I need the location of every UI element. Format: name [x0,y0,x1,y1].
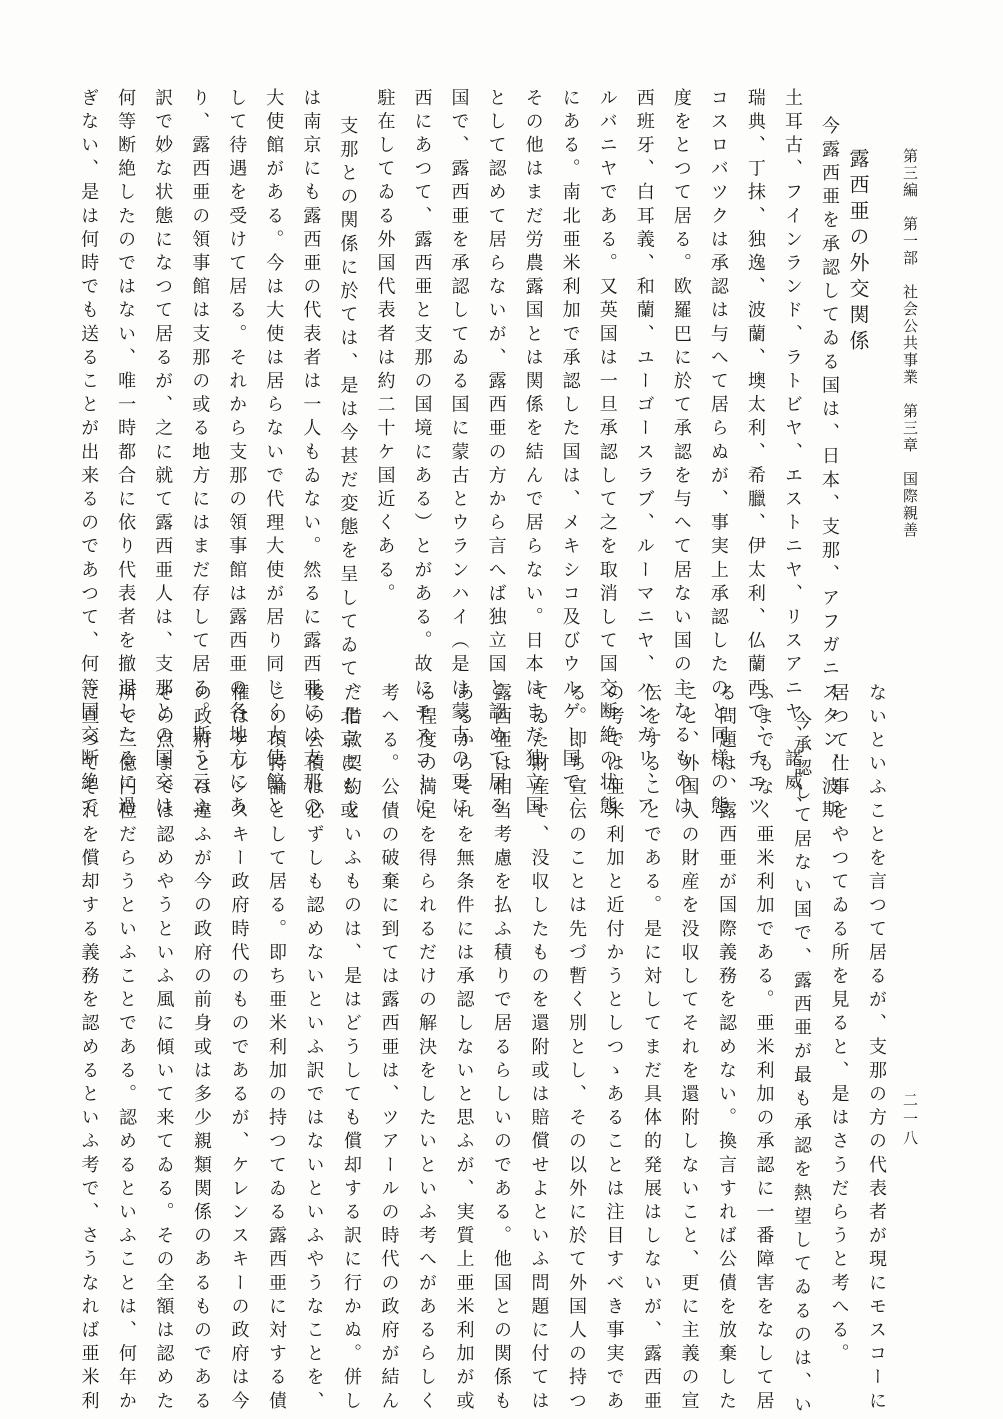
text-column: して待遇を受けて居る。それから支那の領事館は露西亜の各地方にあ [226,88,248,820]
text-column: 後の公債は必ずしも認めないといふ訳ではないといふやうなことを、 [303,683,325,1415]
text-column: り、露西亜の領事館は支那の或る地方にはまだ存して居る。斯う云ふ [189,88,211,820]
text-column: ないといふことを言つて居るが、支那の方の代表者が現にモスコーに [866,683,887,1415]
text-column: 土耳古、フインランド、ラトビヤ、エストニヤ、リスアニヤ、諾威、 [781,88,803,820]
text-column: 大使館がある。今は大使は居らないで代理大使が居り同じく大使館と [263,88,285,820]
text-column: にある。南北亜米利加で承認した国は、メキシコ及びウルゲー国で、 [559,88,581,820]
text-column: 駐在してゐる外国代表者は約二十ケ国近くある。 [374,88,396,608]
text-column: あるからそれを無条件には承認しないと思ふが、実質上亜米利加が或 [453,683,475,1415]
text-column: 露西亜は相当考慮を払ふ積りで居るらしいのである。他国との関係も [491,683,512,1415]
section-heading: 露西亜の外交関係 [846,148,870,356]
text-column: こと、外国人の財産を没収してそれを還附しないこと、更に主義の宣 [678,683,700,1415]
text-column: ぎない、是は何時でも送ることが出来るのであつて、何等国交断絶で [78,88,100,820]
text-column: ルバニヤである。又英国は一旦承認して之を取消して国交断絶の状態 [596,88,618,820]
text-column: 度をとつて居る。欧羅巴に於て承認を与へて居ない国の主なるものは [670,88,692,820]
text-column: 西にあつて、露西亜と支那の国境にある）とがある。故にモスコーに [411,88,433,820]
text-column: 国で、露西亜を承認してゐる国に蒙古とウランハイ（是は蒙古の更に [448,88,470,820]
text-column: 所で三億円位だらうといふことである。認めるといふことは、何年か [116,683,137,1415]
text-column: だ借款契約といふものは、是はどうしても償却する訳に行かぬ。併し [341,683,362,1415]
text-column: 支那との関係に於ては、是は今甚だ変態を呈してゐて、北京にも或 [337,116,359,824]
text-column: その他はまだ労農露国とは関係を結んで居らない。日本はまだ独立国 [522,88,544,820]
text-column: る。即ち宣伝のことは先づ暫く別とし、その以外に於て外国人の持つ [566,683,587,1415]
text-column: 瑞典、丁抹、独逸、波蘭、墺太利、希臘、伊太利、仏蘭西で、チエツ [744,88,766,820]
running-head: 第三編 第一部 社会公共事業 第三章 国際親善 [901,148,919,539]
text-column: 伝をすることである。是に対してまだ具体的発展はしないが、露西亜 [641,683,662,1415]
text-column: 今露西亜を承認してゐる国は、日本、支那、アフガニスタン、波斯 [819,116,840,824]
text-column: 西班牙、白耳義、和蘭、ユーゴースラブ、ルーマニヤ、ハンガリ、ア [633,88,655,820]
text-column: その点までは認めやうといふ風に傾いて来てゐる。その全額は認めた [153,683,175,1415]
text-column: として認めて居らないが、露西亜の方から言へば独立国と認めて居る [485,88,507,820]
text-column: に亘つてそれを償却する義務を認めるといふ考で、さうなれば亜米利 [78,683,100,1415]
text-column: コスロバツクは承認は与へて居らぬが、事実上承認したのと同様の態 [707,88,729,820]
text-column: の政府とは違ふが今の政府の前身或は多少親類関係のあるものである [191,683,212,1415]
text-column: る問題は、露西亜が国際義務を認めない。換言すれば公債を放棄した [716,683,737,1415]
text-column: 考へる。公債の破棄に到ては露西亜は、ツアールの時代の政府が結ん [378,683,400,1415]
text-column: は南京にも露西亜の代表者は一人もゐない。然るに露西亜には支那の [300,88,322,820]
text-column: の考では亜米利加と近付かうとしつゝあることは注目すべき事実であ [603,683,625,1415]
text-column: 訳で妙な状態になつて居るが、之に就て露西亜人は、支那との国交は [152,88,174,820]
text-column: この頃持論として居る。即ち亜米利加の持つてゐる露西亜に対する債 [266,683,287,1415]
text-column: 何等断絶したのではない、唯一時都合に依り代表者を撤退したるに過 [115,88,137,820]
page-number: 二一八 [901,1092,919,1149]
text-column: 居つて仕事をやつてゐる所を見ると、是はさうだらうと考へる。 [828,683,850,1368]
text-column: 今承認して居ない国で、露西亜が最も承認を熱望してゐるのは、い [791,711,812,1419]
text-column: る程度の満足を得られるだけの解決をしたいといふ考へがあるらしく [416,683,437,1415]
text-column: てゐた財産で、没収したものを還附或は賠償せよといふ問題に付ては [528,683,550,1415]
lower-text-block [60,683,885,1419]
text-column: 権はケレンスキー政府時代のものであるが、ケレンスキーの政府は今 [228,683,250,1415]
text-column: ふまでもなく亜米利加である。亜米利加の承認に一番障害をなして居 [753,683,775,1415]
